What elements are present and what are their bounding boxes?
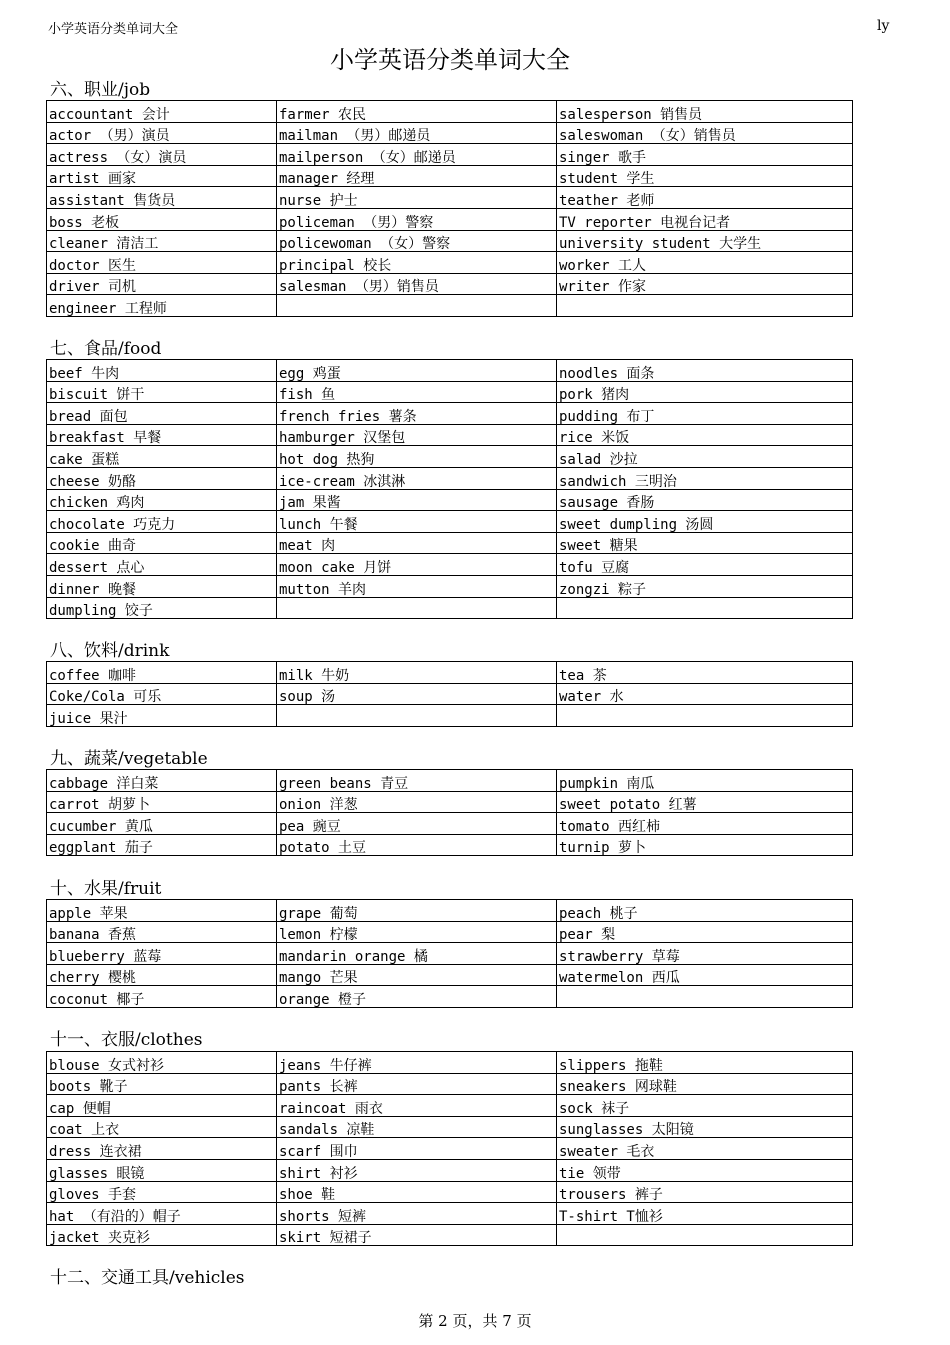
vocab-cell: mango 芒果	[277, 964, 557, 986]
vocab-cell: engineer 工程师	[47, 295, 277, 317]
table-row	[47, 986, 853, 1008]
vocab-cell	[557, 1224, 853, 1246]
vocab-cell: principal 校长	[277, 252, 557, 274]
vocab-cell: soup 汤	[277, 683, 557, 705]
header-right: ly	[877, 18, 890, 34]
table-row	[47, 662, 853, 684]
table-vegetable	[46, 769, 853, 856]
vocab-cell: sandals 凉鞋	[277, 1116, 557, 1138]
section-title-vegetable: 九、蔬菜/vegetable	[50, 749, 208, 769]
vocab-cell: blueberry 蓝莓	[47, 943, 277, 965]
table-row	[47, 943, 853, 965]
vocab-cell: breakfast 早餐	[47, 424, 277, 446]
table-row	[47, 1224, 853, 1246]
section-title-clothes: 十一、衣服/clothes	[50, 1030, 203, 1050]
vocab-cell: french fries 薯条	[277, 403, 557, 425]
vocab-cell: TV reporter 电视台记者	[557, 208, 853, 230]
vocab-cell: slippers 拖鞋	[557, 1052, 853, 1074]
vocab-cell: milk 牛奶	[277, 662, 557, 684]
section-title-food: 七、食品/food	[50, 339, 162, 359]
vocab-cell: pea 豌豆	[277, 813, 557, 835]
vocab-cell: moon cake 月饼	[277, 554, 557, 576]
table-row	[47, 554, 853, 576]
vocab-cell: ice-cream 冰淇淋	[277, 467, 557, 489]
vocab-cell: grape 葡萄	[277, 900, 557, 922]
vocab-cell: beef 牛肉	[47, 360, 277, 382]
vocab-cell: bread 面包	[47, 403, 277, 425]
vocab-cell: dress 连衣裙	[47, 1138, 277, 1160]
vocab-cell: singer 歌手	[557, 144, 853, 166]
vocab-cell	[557, 986, 853, 1008]
table-row	[47, 273, 853, 295]
vocab-cell: egg 鸡蛋	[277, 360, 557, 382]
vocab-cell: gloves 手套	[47, 1181, 277, 1203]
table-row	[47, 791, 853, 813]
vocab-cell: chicken 鸡肉	[47, 489, 277, 511]
vocab-cell: watermelon 西瓜	[557, 964, 853, 986]
section-title-drink: 八、饮料/drink	[50, 641, 170, 661]
vocab-cell: lemon 柠檬	[277, 921, 557, 943]
vocab-cell: peach 桃子	[557, 900, 853, 922]
vocab-cell: policewoman （女）警察	[277, 230, 557, 252]
vocab-cell: farmer 农民	[277, 101, 557, 123]
vocab-cell: actress （女）演员	[47, 144, 277, 166]
table-row	[47, 165, 853, 187]
table-row	[47, 900, 853, 922]
vocab-cell: saleswoman （女）销售员	[557, 122, 853, 144]
vocab-cell: mailman （男）邮递员	[277, 122, 557, 144]
vocab-cell: chocolate 巧克力	[47, 511, 277, 533]
vocab-cell: potato 土豆	[277, 834, 557, 856]
vocab-cell: tomato 西红柿	[557, 813, 853, 835]
vocab-cell: T-shirt T恤衫	[557, 1203, 853, 1225]
vocab-cell: pumpkin 南瓜	[557, 770, 853, 792]
vocab-cell: actor （男）演员	[47, 122, 277, 144]
vocab-cell: worker 工人	[557, 252, 853, 274]
table-row	[47, 921, 853, 943]
vocab-cell: sock 袜子	[557, 1095, 853, 1117]
table-row	[47, 705, 853, 727]
table-row	[47, 683, 853, 705]
header-left: 小学英语分类单词大全	[48, 22, 179, 37]
vocab-cell: sweet potato 红薯	[557, 791, 853, 813]
vocab-cell: onion 洋葱	[277, 791, 557, 813]
table-row	[47, 252, 853, 274]
vocab-cell: cherry 樱桃	[47, 964, 277, 986]
table-row	[47, 208, 853, 230]
table-row	[47, 1138, 853, 1160]
vocab-cell: shorts 短裤	[277, 1203, 557, 1225]
vocab-cell: sweet 糖果	[557, 532, 853, 554]
vocab-cell: boots 靴子	[47, 1073, 277, 1095]
vocab-cell	[277, 295, 557, 317]
vocab-cell: pork 猪肉	[557, 381, 853, 403]
table-clothes	[46, 1051, 853, 1246]
vocab-cell: juice 果汁	[47, 705, 277, 727]
table-row	[47, 964, 853, 986]
table-row	[47, 1116, 853, 1138]
vocab-cell: assistant 售货员	[47, 187, 277, 209]
vocab-cell: shoe 鞋	[277, 1181, 557, 1203]
vocab-cell: cucumber 黄瓜	[47, 813, 277, 835]
table-row	[47, 295, 853, 317]
vocab-cell: student 学生	[557, 165, 853, 187]
vocab-cell: jeans 牛仔裤	[277, 1052, 557, 1074]
vocab-cell: nurse 护士	[277, 187, 557, 209]
vocab-cell: coffee 咖啡	[47, 662, 277, 684]
section-title-fruit: 十、水果/fruit	[50, 879, 162, 899]
table-row	[47, 1095, 853, 1117]
vocab-cell: pear 梨	[557, 921, 853, 943]
vocab-cell: glasses 眼镜	[47, 1159, 277, 1181]
vocab-cell: sausage 香肠	[557, 489, 853, 511]
vocab-cell: dessert 点心	[47, 554, 277, 576]
vocab-cell: cookie 曲奇	[47, 532, 277, 554]
vocab-cell: pants 长裤	[277, 1073, 557, 1095]
vocab-cell: jacket 夹克衫	[47, 1224, 277, 1246]
table-row	[47, 575, 853, 597]
vocab-cell: cleaner 清洁工	[47, 230, 277, 252]
table-row	[47, 532, 853, 554]
vocab-cell: hat （有沿的）帽子	[47, 1203, 277, 1225]
vocab-cell: skirt 短裙子	[277, 1224, 557, 1246]
vocab-cell: manager 经理	[277, 165, 557, 187]
table-row	[47, 597, 853, 619]
table-drink	[46, 661, 853, 727]
vocab-cell: hot dog 热狗	[277, 446, 557, 468]
vocab-cell: sneakers 网球鞋	[557, 1073, 853, 1095]
table-row	[47, 1181, 853, 1203]
table-row	[47, 1159, 853, 1181]
vocab-cell: raincoat 雨衣	[277, 1095, 557, 1117]
vocab-cell	[557, 597, 853, 619]
table-row	[47, 187, 853, 209]
vocab-cell: mandarin orange 橘	[277, 943, 557, 965]
vocab-cell: green beans 青豆	[277, 770, 557, 792]
vocab-cell: zongzi 粽子	[557, 575, 853, 597]
vocab-cell: writer 作家	[557, 273, 853, 295]
vocab-cell: tofu 豆腐	[557, 554, 853, 576]
vocab-cell: scarf 围巾	[277, 1138, 557, 1160]
vocab-cell: doctor 医生	[47, 252, 277, 274]
vocab-cell: dinner 晚餐	[47, 575, 277, 597]
vocab-cell: water 水	[557, 683, 853, 705]
page-title: 小学英语分类单词大全	[330, 46, 570, 74]
vocab-cell: orange 橙子	[277, 986, 557, 1008]
vocab-cell: jam 果酱	[277, 489, 557, 511]
vocab-cell: teather 老师	[557, 187, 853, 209]
vocab-cell: tea 茶	[557, 662, 853, 684]
vocab-cell	[557, 705, 853, 727]
page-footer: 第 2 页，共 7 页	[418, 1312, 532, 1330]
vocab-cell: lunch 午餐	[277, 511, 557, 533]
vocab-cell: policeman （男）警察	[277, 208, 557, 230]
vocab-cell: biscuit 饼干	[47, 381, 277, 403]
vocab-cell: artist 画家	[47, 165, 277, 187]
vocab-cell: accountant 会计	[47, 101, 277, 123]
table-row	[47, 813, 853, 835]
table-row	[47, 834, 853, 856]
vocab-cell: cabbage 洋白菜	[47, 770, 277, 792]
vocab-cell: hamburger 汉堡包	[277, 424, 557, 446]
vocab-cell: pudding 布丁	[557, 403, 853, 425]
vocab-cell: turnip 萝卜	[557, 834, 853, 856]
table-row	[47, 489, 853, 511]
table-row	[47, 101, 853, 123]
vocab-cell: apple 苹果	[47, 900, 277, 922]
table-fruit	[46, 899, 853, 1008]
vocab-cell: sweet dumpling 汤圆	[557, 511, 853, 533]
vocab-cell	[277, 705, 557, 727]
table-row	[47, 360, 853, 382]
section-title-job: 六、职业/job	[50, 80, 151, 100]
vocab-cell: tie 领带	[557, 1159, 853, 1181]
table-row	[47, 467, 853, 489]
vocab-cell: shirt 衬衫	[277, 1159, 557, 1181]
vocab-cell	[557, 295, 853, 317]
vocab-cell: noodles 面条	[557, 360, 853, 382]
vocab-cell: driver 司机	[47, 273, 277, 295]
table-row	[47, 1052, 853, 1074]
vocab-cell: rice 米饭	[557, 424, 853, 446]
vocab-cell	[277, 597, 557, 619]
table-row	[47, 403, 853, 425]
table-row	[47, 1073, 853, 1095]
table-food	[46, 359, 853, 619]
vocab-cell: salesman （男）销售员	[277, 273, 557, 295]
vocab-cell: Coke/Cola 可乐	[47, 683, 277, 705]
vocab-cell: blouse 女式衬衫	[47, 1052, 277, 1074]
table-row	[47, 144, 853, 166]
table-row	[47, 770, 853, 792]
vocab-cell: cheese 奶酪	[47, 467, 277, 489]
vocab-cell: boss 老板	[47, 208, 277, 230]
vocab-cell: carrot 胡萝卜	[47, 791, 277, 813]
table-row	[47, 446, 853, 468]
vocab-cell: mailperson （女）邮递员	[277, 144, 557, 166]
vocab-cell: cap 便帽	[47, 1095, 277, 1117]
table-row	[47, 424, 853, 446]
table-row	[47, 381, 853, 403]
vocab-cell: sweater 毛衣	[557, 1138, 853, 1160]
vocab-cell: trousers 裤子	[557, 1181, 853, 1203]
vocab-cell: mutton 羊肉	[277, 575, 557, 597]
table-row	[47, 1203, 853, 1225]
vocab-cell: banana 香蕉	[47, 921, 277, 943]
vocab-cell: cake 蛋糕	[47, 446, 277, 468]
vocab-cell: salesperson 销售员	[557, 101, 853, 123]
vocab-cell: coat 上衣	[47, 1116, 277, 1138]
vocab-cell: salad 沙拉	[557, 446, 853, 468]
vocab-cell: strawberry 草莓	[557, 943, 853, 965]
vocab-cell: coconut 椰子	[47, 986, 277, 1008]
vocab-cell: university student 大学生	[557, 230, 853, 252]
vocab-cell: dumpling 饺子	[47, 597, 277, 619]
vocab-cell: sandwich 三明治	[557, 467, 853, 489]
table-row	[47, 122, 853, 144]
vocab-cell: fish 鱼	[277, 381, 557, 403]
table-row	[47, 511, 853, 533]
section-title-vehicles: 十二、交通工具/vehicles	[50, 1268, 245, 1288]
vocab-cell: eggplant 茄子	[47, 834, 277, 856]
table-job	[46, 100, 853, 317]
vocab-cell: meat 肉	[277, 532, 557, 554]
table-row	[47, 230, 853, 252]
vocab-cell: sunglasses 太阳镜	[557, 1116, 853, 1138]
